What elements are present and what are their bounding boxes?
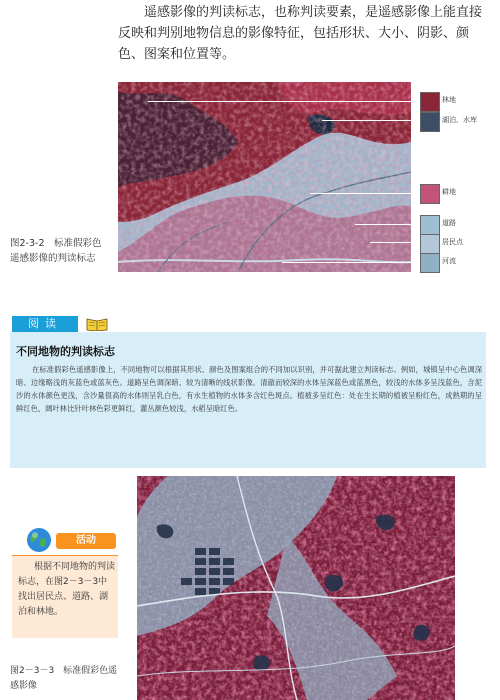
false-color-image-1 — [118, 82, 411, 272]
leader-line-lake — [322, 120, 420, 121]
figure-2-3-3-caption: 图2－3－3 标准假彩色遥感影像 — [10, 666, 118, 691]
legend-label: 道路 — [442, 219, 456, 227]
reading-header — [10, 316, 490, 332]
reading-body: 在标准假彩色遥感影像上，不同地物可以根据其形状、颜色及图案组合的不同加以识别，并可据此建立判读标志。例如，城镇呈中心色调深暗、边缘略浅的灰蓝色或蓝灰色。道路呈色调深暗、较为清晰的线状影像。清澈而较深的水体呈深蓝色或蓝黑色，较浅的水体多呈浅蓝色，含泥沙的水体颜色更浅，含沙量很高的水体则呈乳白色，有水生植物的水体多含红色斑点。植被多呈红色：处在生长期的植被呈粉红色，成熟期的呈鲜红色，阔叶林比针叶林色彩更鲜红，灌丛颜色较浅，水稻呈暗红色。 — [16, 365, 482, 413]
leader-line-farmland — [310, 193, 420, 194]
legend-label: 河流 — [442, 257, 456, 265]
false-color-image-2 — [137, 476, 455, 700]
legend-label: 耕地 — [442, 188, 456, 196]
legend-swatch — [420, 92, 440, 112]
activity-tag: 活动 — [56, 533, 116, 549]
legend-swatch — [420, 112, 440, 132]
globe-icon — [26, 527, 52, 553]
leader-line-river — [282, 262, 420, 263]
activity-text: 根据不同地物的判读标志，在图2－3－3中找出居民点、道路、湖泊和林地。 — [18, 562, 116, 617]
leader-line-settlement — [370, 242, 420, 243]
figure-2-3-2-caption: 图2-3-2 标准假彩色遥感影像的判读标志 — [10, 238, 102, 264]
legend-swatch — [420, 184, 440, 204]
intro-paragraph: 遥感影像的判读标志，也称判读要素，是遥感影像上能直接反映和判别地物信息的影像特征，包括形状、大小、阴影、颜色、图案和位置等。 — [118, 5, 483, 62]
leader-line-forest — [148, 101, 420, 102]
legend-label: 居民点 — [442, 238, 463, 246]
legend-label: 林地 — [442, 96, 456, 104]
legend-label: 湖泊、水库 — [442, 116, 477, 124]
legend-swatch — [420, 253, 440, 273]
reading-title: 不同地物的判读标志 — [16, 345, 115, 358]
reading-tag: 阅读 — [12, 316, 78, 332]
activity-header — [26, 527, 126, 555]
leader-line-road — [355, 224, 420, 225]
book-icon — [86, 317, 108, 331]
legend-swatch — [420, 234, 440, 254]
legend-swatch — [420, 215, 440, 235]
